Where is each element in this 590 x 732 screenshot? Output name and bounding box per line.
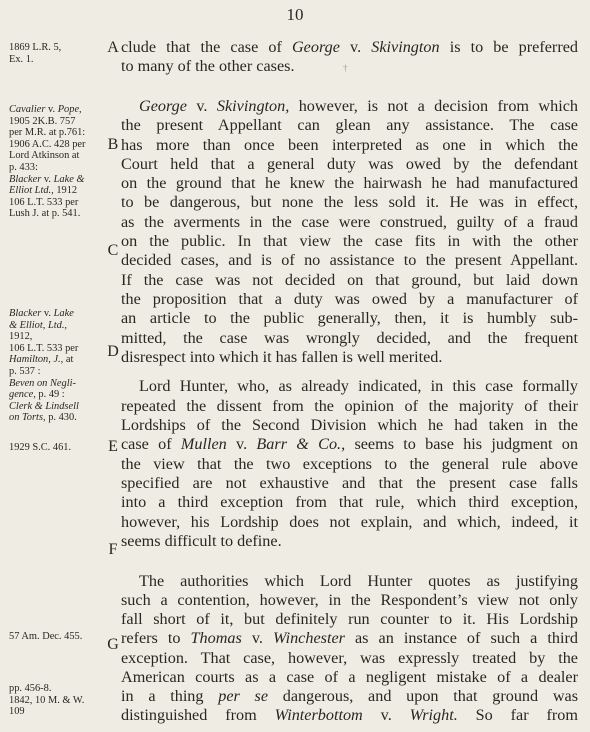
text-run: Court held that a general duty was owed by the defendant: [121, 155, 578, 173]
margin-note-line: [9, 150, 107, 162]
margin-note-line: [9, 354, 107, 366]
text-run: to many of the other cases.: [121, 57, 295, 75]
margin-note-line: [9, 366, 107, 378]
section-letter: D: [107, 343, 119, 360]
text-run: refers to: [121, 629, 191, 647]
italic-run: Skivington: [371, 38, 440, 56]
margin-note-line: [9, 343, 107, 355]
body-line: [121, 232, 578, 251]
text-run: p. 49 :: [35, 389, 65, 401]
text-run: distinguished from: [121, 706, 275, 724]
italic-run: Elliot Ltd.,: [9, 185, 54, 197]
margin-note-line: [9, 683, 107, 695]
body-line: [121, 591, 578, 610]
body-line: [121, 251, 578, 270]
margin-note: [9, 631, 107, 643]
body-line: [121, 455, 578, 474]
italic-run: George: [291, 38, 340, 56]
text-run: the view that the two exceptions to the general rule above: [121, 455, 578, 473]
body-line: [121, 155, 578, 174]
italic-run: Blacker: [9, 173, 42, 185]
margin-note-line: [9, 185, 107, 197]
body-line: [121, 474, 578, 493]
text-run: repeated the dissent from the opinion of the majority of their: [121, 397, 578, 415]
italic-run: Beven on Negli-: [9, 377, 76, 389]
text-run: 1905 2K.B. 757: [9, 115, 76, 127]
margin-note-line: [9, 127, 107, 139]
text-run: decided cases, and is of no assistance to the present Appellant.: [121, 251, 578, 269]
text-run: p. 537 :: [9, 365, 41, 377]
italic-run: Pope,: [57, 104, 82, 115]
section-letter: B: [107, 136, 119, 153]
italic-run: Lake &: [53, 173, 85, 185]
italic-run: Clerk & Lindsell: [9, 400, 79, 412]
margin-note-line: [9, 412, 107, 424]
body-line: [121, 348, 578, 367]
text-run: v.: [41, 308, 54, 319]
body-line: [121, 532, 578, 551]
italic-run: George: [139, 97, 187, 115]
italic-run: Barr & Co.,: [256, 435, 346, 453]
body-line: [121, 397, 578, 416]
margin-note: [9, 308, 107, 424]
text-run: v.: [241, 629, 273, 647]
text-run: So far from: [457, 706, 578, 724]
italic-run: Wright.: [409, 706, 458, 724]
margin-note-line: [9, 197, 107, 209]
text-run: seems to base his judgment on: [345, 435, 578, 453]
text-run: v.: [226, 435, 257, 453]
text-run: 106 L.T. 533 per: [9, 342, 79, 354]
text-run: case of: [121, 435, 181, 453]
page-number: 10: [286, 5, 304, 24]
text-run: Lush J. at p. 541.: [9, 208, 81, 220]
text-run: Lord Atkinson at: [9, 150, 80, 162]
margin-note-line: [9, 308, 107, 320]
text-run: has more than once been interpreted as one in which the: [121, 136, 578, 154]
body-line: [121, 629, 578, 648]
text-run: 1869 L.R. 5,: [9, 42, 62, 53]
margin-note-line: [9, 706, 107, 718]
text-run: the proposition that a duty was owed by a manufacturer of: [121, 290, 578, 308]
body-line: [139, 572, 578, 591]
margin-note-line: [9, 695, 107, 707]
text-run: 1842, 10 M. & W.: [9, 694, 85, 706]
text-run: 109: [9, 706, 25, 718]
body-line: [121, 687, 578, 706]
text-run: p. 433:: [9, 161, 38, 173]
text-run: pp. 456-8.: [9, 683, 52, 694]
margin-note-line: [9, 104, 107, 116]
text-run: in a thing: [121, 687, 219, 705]
text-run: v.: [45, 104, 58, 115]
text-run: such a contention, however, in the Respondent’s view not only: [121, 591, 578, 609]
body-line: [121, 174, 578, 193]
body-line: [121, 271, 578, 290]
section-letter: C: [107, 242, 119, 259]
text-run: mitted, the case was wrongly decided, and the frequent: [121, 329, 578, 347]
text-run: American courts as a case of a negligent mistake of a dealer: [121, 668, 578, 686]
text-run: as an instance of such a third: [344, 629, 578, 647]
italic-run: Lake: [53, 308, 74, 319]
margin-note-line: [9, 139, 107, 151]
text-run: disrespect into which it has fallen is well merited.: [121, 348, 443, 366]
body-line: [121, 193, 578, 212]
margin-note-line: [9, 389, 107, 401]
margin-note-line: [9, 401, 107, 413]
italic-run: per se: [218, 687, 269, 705]
margin-note: [9, 442, 107, 454]
italic-run: Hamilton, J.,: [9, 354, 64, 366]
text-run: to be dangerous, but none the less sold it. He was in effect,: [121, 193, 578, 211]
text-run: 1906 A.C. 428 per: [9, 138, 86, 150]
italic-run: Winterbottom: [274, 706, 363, 724]
text-run: 1929 S.C. 461.: [9, 442, 72, 453]
margin-note-line: [9, 54, 107, 66]
text-run: 106 L.T. 533 per: [9, 196, 79, 208]
text-run: Ex. 1.: [9, 53, 34, 65]
text-run: per M.R. at p.761:: [9, 127, 86, 139]
text-run: on the public. In that view the case fits in with the other: [121, 232, 578, 250]
text-run: clude that the case of: [121, 38, 292, 56]
section-letter: A: [107, 39, 119, 56]
text-run: Lordships of the Second Division which he had taken in the: [121, 416, 578, 434]
text-run: as the averments in the case were construed, guilty of a fraud: [121, 213, 578, 231]
section-letter: E: [108, 438, 118, 455]
text-run: v.: [41, 173, 54, 185]
body-line: [121, 309, 578, 328]
text-run: fall short of it, but definitely run counter to it. His Lordship: [121, 610, 578, 628]
body-line: [121, 493, 578, 512]
text-run: exception. That case, however, was expressly treated by the: [121, 649, 578, 667]
text-run: If the case was not decided on that ground, but laid down: [121, 271, 578, 289]
italic-run: Skivington,: [216, 97, 290, 115]
text-run: v.: [339, 38, 372, 56]
body-line: [121, 513, 578, 532]
text-run: however, is not a decision from which: [289, 97, 578, 115]
body-line: [139, 377, 578, 396]
body-line: [121, 649, 578, 668]
body-line: [121, 329, 578, 348]
italic-run: gence,: [9, 389, 36, 401]
text-run: 1912,: [9, 331, 33, 343]
italic-run: Blacker: [9, 308, 42, 319]
text-run: seems difficult to define.: [121, 532, 282, 550]
section-letter: F: [108, 541, 118, 558]
body-line: [121, 38, 578, 57]
italic-run: Cavalier: [9, 104, 46, 115]
margin-note: [9, 683, 107, 718]
body-line: [121, 57, 578, 76]
text-run: Lord Hunter, who, as already indicated, in this case formally: [139, 377, 578, 395]
text-run: v.: [186, 97, 217, 115]
body-line: [121, 213, 578, 232]
margin-note-line: [9, 174, 107, 186]
margin-note: [9, 104, 107, 220]
text-run: 57 Am. Dec. 455.: [9, 631, 83, 642]
italic-run: & Elliot, Ltd.,: [9, 319, 68, 331]
body-line: [121, 706, 578, 725]
body-line: [121, 136, 578, 155]
text-run: The authorities which Lord Hunter quotes as justifying: [139, 572, 578, 590]
body-line: [139, 97, 578, 116]
body-line: [121, 435, 578, 454]
text-run: specified are not exhaustive and that the present case falls: [121, 474, 578, 492]
text-run: an article to the public generally, then, it is humbly sub-: [121, 309, 578, 327]
italic-run: on Torts,: [9, 412, 46, 424]
margin-note: [9, 42, 107, 65]
italic-run: Mullen: [180, 435, 227, 453]
margin-note-line: [9, 42, 107, 54]
italic-run: Winchester: [273, 629, 345, 647]
section-letter: G: [107, 636, 119, 653]
margin-note-line: [9, 378, 107, 390]
text-run: 1912: [53, 185, 78, 197]
margin-note-line: [9, 208, 107, 220]
text-run: at: [63, 354, 74, 366]
body-line: [121, 290, 578, 309]
body-line: [121, 668, 578, 687]
text-run: dangerous, and upon that ground was: [268, 687, 579, 705]
text-run: is to be preferred: [439, 38, 578, 56]
text-run: however, his Lordship does not explain, and which, indeed, it: [121, 513, 578, 531]
text-run: v.: [362, 706, 410, 724]
margin-note-line: [9, 331, 107, 343]
text-run: p. 430.: [45, 412, 77, 424]
body-line: [121, 610, 578, 629]
margin-note-line: [9, 162, 107, 174]
body-line: [121, 116, 578, 135]
body-line: [121, 416, 578, 435]
margin-note-line: [9, 320, 107, 332]
print-speck: †: [343, 63, 348, 73]
margin-note-line: [9, 116, 107, 128]
italic-run: Thomas: [190, 629, 242, 647]
margin-note-line: [9, 442, 107, 454]
text-run: the present Appellant can glean any assistance. The case: [121, 116, 578, 134]
text-run: on the ground that he knew the hairwash he had manufactured: [121, 174, 578, 192]
text-run: into a third exception from that rule, which third exception,: [121, 493, 578, 511]
margin-note-line: [9, 631, 107, 643]
